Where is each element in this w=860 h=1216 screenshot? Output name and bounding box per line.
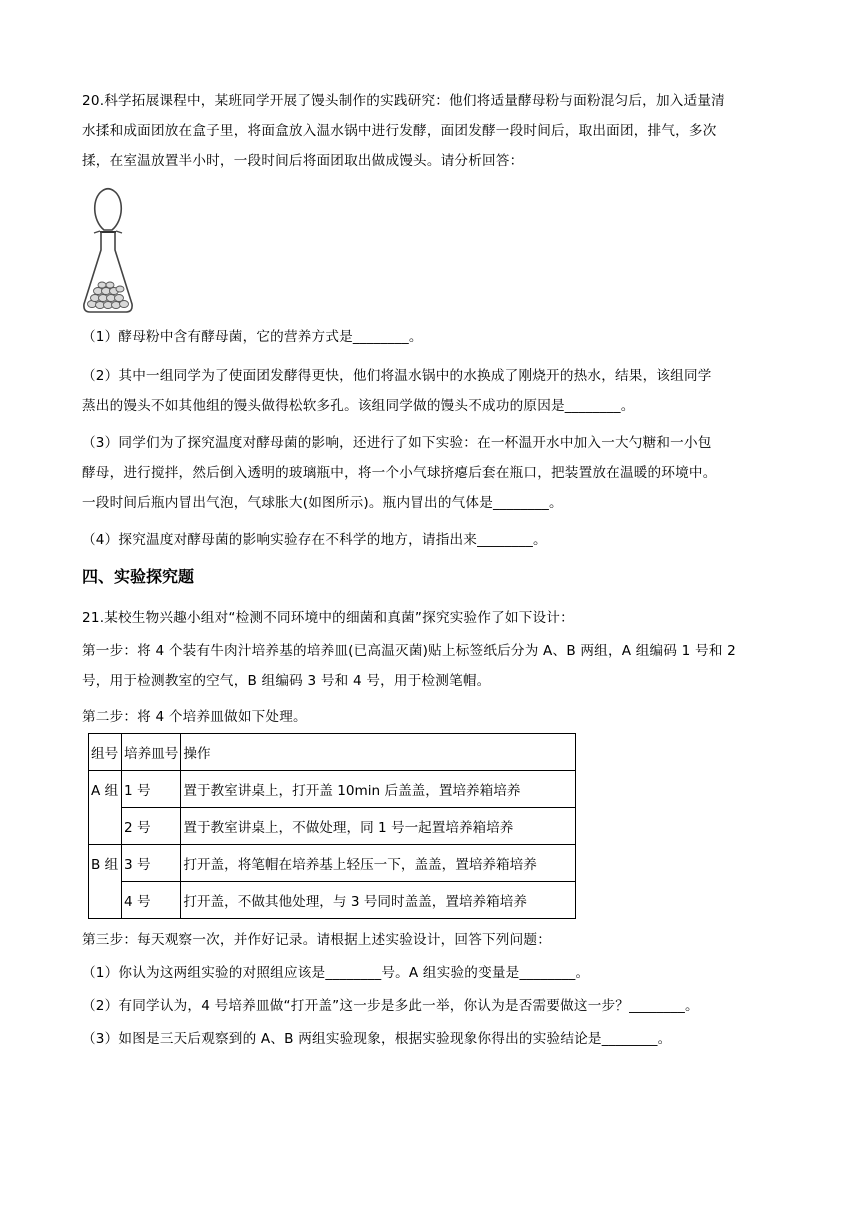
table-row bbox=[89, 771, 576, 808]
q21-intro bbox=[82, 603, 782, 633]
dish-cell: 2 号 bbox=[122, 808, 181, 845]
header-operation: 操作 bbox=[181, 734, 576, 771]
q20-sub2-line: （2）其中一组同学为了使面团发酵得更快，他们将温水锅中的水换成了刚烧开的热水，结果，该组同学 bbox=[82, 368, 712, 384]
q20-sub1-text: （1）酵母粉中含有酵母菌，它的营养方式是________。 bbox=[82, 329, 423, 345]
q21-sub3-text: （3）如图是三天后观察到的 A、B 两组实验现象，根据实验现象你得出的实验结论是________。 bbox=[82, 1031, 672, 1047]
q20-sub4 bbox=[82, 525, 782, 555]
q20-sub3-line: （3）同学们为了探究温度对酵母菌的影响，还进行了如下实验：在一杯温开水中加入一大勺糖和一小包 bbox=[82, 435, 712, 451]
q21-step1 bbox=[82, 636, 782, 696]
dish-cell: 1 号 bbox=[122, 771, 181, 808]
q20-sub2-line: 蒸出的馒头不如其他组的馒头做得松软多孔。该组同学做的馒头不成功的原因是________。 bbox=[82, 398, 635, 414]
operation-cell: 打开盖，不做其他处理，与 3 号同时盖盖，置培养箱培养 bbox=[181, 882, 576, 919]
q21-step1-line: 第一步：将 4 个装有牛肉汁培养基的培养皿(已高温灭菌)贴上标签纸后分为 A、B 两组，A 组编码 1 号和 2 bbox=[82, 643, 736, 659]
dish-cell: 3 号 bbox=[122, 845, 181, 882]
q21-step2 bbox=[82, 702, 782, 732]
group-a-cell: A 组 bbox=[89, 771, 122, 845]
q20-sub3 bbox=[82, 428, 782, 518]
q20-sub1 bbox=[82, 322, 782, 352]
q21-intro-text: 21.某校生物兴趣小组对“检测不同环境中的细菌和真菌”探究实验作了如下设计： bbox=[82, 610, 574, 626]
table-row bbox=[89, 882, 576, 919]
q21-sub2-text: （2）有同学认为，4 号培养皿做“打开盖”这一步是多此一举，你认为是否需要做这一步？________。 bbox=[82, 998, 699, 1014]
header-dish: 培养皿号 bbox=[122, 734, 181, 771]
q20-sub3-line: 酵母，进行搅拌，然后倒入透明的玻璃瓶中，将一个小气球挤瘪后套在瓶口，把装置放在温暖的环境中。 bbox=[82, 465, 717, 481]
q20-stem-line: 20.科学拓展课程中，某班同学开展了馒头制作的实践研究：他们将适量酵母粉与面粉混匀后，加入适量清 bbox=[82, 93, 725, 109]
section-title: 四、实验探究题 bbox=[82, 567, 195, 586]
experiment-table bbox=[88, 733, 576, 919]
q20-sub3-line: 一段时间后瓶内冒出气泡，气球胀大(如图所示)。瓶内冒出的气体是________。 bbox=[82, 495, 563, 511]
operation-cell: 置于教室讲桌上，打开盖 10min 后盖盖，置培养箱培养 bbox=[181, 771, 576, 808]
q21-sub1-text: （1）你认为这两组实验的对照组应该是________号。A 组实验的变量是________。 bbox=[82, 965, 590, 981]
operation-cell: 置于教室讲桌上，不做处理，同 1 号一起置培养箱培养 bbox=[181, 808, 576, 845]
table-row bbox=[89, 845, 576, 882]
table-header-row bbox=[89, 734, 576, 771]
flask-balloon-figure bbox=[80, 186, 136, 316]
q21-sub2 bbox=[82, 991, 782, 1021]
q20-stem bbox=[82, 86, 782, 176]
q21-step3 bbox=[82, 925, 782, 955]
q21-step2-text: 第二步：将 4 个培养皿做如下处理。 bbox=[82, 709, 307, 725]
q21-step3-text: 第三步：每天观察一次，并作好记录。请根据上述实验设计，回答下列问题： bbox=[82, 932, 551, 948]
dish-cell: 4 号 bbox=[122, 882, 181, 919]
q21-sub3 bbox=[82, 1024, 782, 1054]
table-row bbox=[89, 808, 576, 845]
q20-stem-line: 揉，在室温放置半小时，一段时间后将面团取出做成馒头。请分析回答： bbox=[82, 153, 524, 169]
header-group: 组号 bbox=[89, 734, 122, 771]
operation-cell: 打开盖，将笔帽在培养基上轻压一下，盖盖，置培养箱培养 bbox=[181, 845, 576, 882]
q21-sub1 bbox=[82, 958, 782, 988]
group-b-cell: B 组 bbox=[89, 845, 122, 919]
q21-step1-line: 号，用于检测教室的空气，B 组编码 3 号和 4 号，用于检测笔帽。 bbox=[82, 673, 491, 689]
q20-sub2 bbox=[82, 361, 782, 421]
q20-sub4-text: （4）探究温度对酵母菌的影响实验存在不科学的地方，请指出来________。 bbox=[82, 532, 547, 548]
q20-stem-line: 水揉和成面团放在盒子里，将面盒放入温水锅中进行发酵，面团发酵一段时间后，取出面团，排气，多次 bbox=[82, 123, 717, 139]
